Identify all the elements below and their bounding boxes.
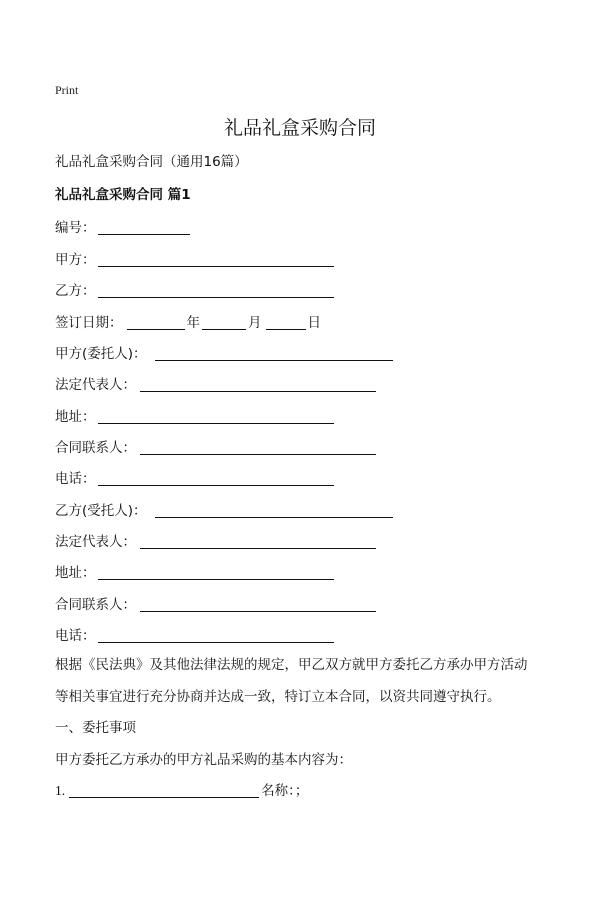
party-b-blank: [98, 283, 334, 298]
print-link[interactable]: Print: [55, 83, 79, 97]
contact-1-label: 合同联系人：: [55, 440, 136, 456]
principal-blank: [155, 346, 393, 361]
sign-date-row: [55, 313, 321, 333]
party-a-label: 甲方：: [55, 252, 96, 268]
item-1-blank: [69, 783, 259, 798]
item-1-number: 1.: [55, 783, 66, 798]
preamble-line-2: 等相关事宜进行充分协商并达成一致，特订立本合同，以资共同遵守执行。: [55, 689, 501, 705]
phone-2-label: 电话：: [55, 628, 96, 644]
contact-1-row: [55, 438, 378, 458]
month-blank: [202, 315, 246, 330]
month-label: 月: [248, 315, 262, 331]
phone-1-blank: [98, 471, 334, 486]
address-2-row: [55, 563, 336, 583]
contact-2-label: 合同联系人：: [55, 597, 136, 613]
phone-2-blank: [98, 628, 334, 643]
clause-1-heading: 一、委托事项: [55, 720, 136, 736]
sign-date-label: 签订日期：: [55, 315, 123, 331]
legal-rep-2-label: 法定代表人：: [55, 534, 136, 550]
address-1-row: [55, 407, 336, 427]
address-2-blank: [98, 565, 334, 580]
phone-2-row: [55, 626, 336, 646]
item-1-row: [55, 781, 308, 801]
contact-1-blank: [140, 440, 376, 455]
contact-2-row: [55, 595, 378, 615]
item-1-suffix: 名称：；: [261, 783, 309, 799]
document-title: 礼品礼盒采购合同: [223, 117, 376, 139]
section-heading: 礼品礼盒采购合同 篇1: [55, 187, 191, 203]
legal-rep-2-row: [55, 532, 378, 552]
year-label: 年: [186, 315, 200, 331]
phone-1-row: [55, 469, 336, 489]
document-subtitle: 礼品礼盒采购合同（通用16篇）: [55, 154, 248, 170]
agent-row: [55, 501, 395, 521]
legal-rep-1-label: 法定代表人：: [55, 377, 136, 393]
contact-2-blank: [140, 597, 376, 612]
number-blank: [98, 220, 190, 235]
party-a-blank: [98, 252, 334, 267]
address-1-blank: [98, 409, 334, 424]
agent-blank: [155, 503, 393, 518]
year-blank: [127, 315, 185, 330]
number-label: 编号：: [55, 220, 96, 236]
legal-rep-1-blank: [140, 377, 376, 392]
address-2-label: 地址：: [55, 565, 96, 581]
day-label: 日: [307, 315, 321, 331]
agent-label: 乙方(受托人)：: [55, 503, 147, 519]
preamble-line-1: 根据《民法典》及其他法律法规的规定，甲乙双方就甲方委托乙方承办甲方活动: [55, 657, 528, 673]
number-row: [55, 218, 192, 238]
principal-row: [55, 344, 395, 364]
legal-rep-1-row: [55, 375, 378, 395]
principal-label: 甲方(委托人)：: [55, 346, 147, 362]
party-a-row: [55, 250, 336, 270]
party-b-label: 乙方：: [55, 283, 96, 299]
clause-1-intro: 甲方委托乙方承办的甲方礼品采购的基本内容为：: [55, 752, 352, 768]
address-1-label: 地址：: [55, 409, 96, 425]
phone-1-label: 电话：: [55, 471, 96, 487]
legal-rep-2-blank: [140, 534, 376, 549]
party-b-row: [55, 281, 336, 301]
day-blank: [266, 315, 306, 330]
